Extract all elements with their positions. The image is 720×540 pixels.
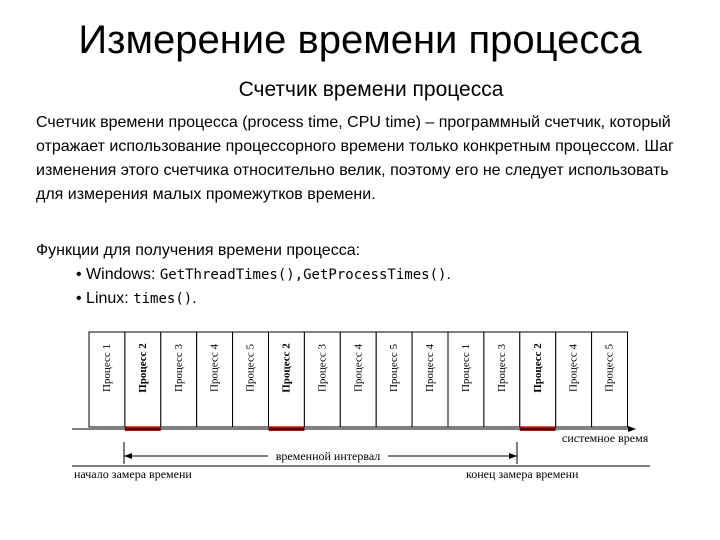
- interval-arrow-right: [509, 453, 517, 459]
- end-label: конец замера времени: [466, 467, 579, 481]
- process-slot: [233, 332, 269, 427]
- linux-label: Linux:: [86, 290, 134, 307]
- process-slot: [125, 332, 161, 429]
- start-label: начало замера времени: [74, 467, 192, 481]
- process-slot: [556, 332, 592, 427]
- linux-functions-item: [36, 287, 696, 311]
- windows-tail: .: [446, 266, 451, 283]
- process-slot-label: Процесс 4: [352, 343, 365, 393]
- functions-heading: Функции для получения времени процесса:: [36, 242, 361, 259]
- process-slot-label: Процесс 1: [459, 343, 472, 393]
- process-slot-label: Процесс 3: [495, 343, 508, 393]
- process-slot-label: Процесс 5: [388, 343, 401, 393]
- process-slot-label: Процесс 4: [567, 343, 580, 393]
- windows-label: Windows:: [86, 266, 160, 283]
- description-paragraph: Счетчик времени процесса (process time, CPU time) – программный счетчик, который отражает использование процессорного времени только конкретным процессом. Шаг изменения этого счетчика относительно велик, поэтому его не следует использовать для измерения малых промежутков времени.: [36, 114, 674, 203]
- process-slot-label: Процесс 3: [172, 343, 185, 393]
- process-slot-label: Процесс 1: [100, 343, 113, 393]
- process-slot-label: Процесс 5: [603, 343, 616, 393]
- slide-title: Измерение времени процесса: [78, 18, 642, 62]
- process-slot: [376, 332, 412, 427]
- process-slots: [89, 332, 628, 429]
- axis-label: системное время: [562, 431, 649, 445]
- linux-code: times(): [133, 291, 193, 307]
- process-slot-label: Процесс 2: [136, 343, 149, 393]
- process-slot: [592, 332, 628, 427]
- functions-block: [36, 239, 696, 311]
- process-slot: [89, 332, 125, 427]
- process-slot-label: Процесс 2: [280, 343, 293, 393]
- process-slot: [304, 332, 340, 427]
- linux-tail: .: [192, 290, 197, 307]
- interval-arrow-left: [124, 453, 132, 459]
- process-slot-label: Процесс 2: [531, 343, 544, 393]
- process-slot: [340, 332, 376, 427]
- process-slot-label: Процесс 4: [424, 343, 437, 393]
- process-slot: [448, 332, 484, 427]
- process-slot: [161, 332, 197, 427]
- interval-label: временной интервал: [275, 449, 381, 463]
- slide-subtitle: Счетчик времени процесса: [238, 78, 504, 101]
- process-slot: [484, 332, 520, 427]
- bullet: •: [76, 290, 87, 307]
- process-slot-label: Процесс 5: [244, 343, 257, 393]
- windows-code: GetThreadTimes(),GetProcessTimes(): [159, 267, 447, 283]
- bullet: •: [76, 266, 87, 283]
- process-slot: [269, 332, 305, 429]
- process-slot: [197, 332, 233, 427]
- process-slot-label: Процесс 3: [316, 343, 329, 393]
- time-slicing-diagram: [0, 326, 720, 540]
- process-slot-label: Процесс 4: [208, 343, 221, 393]
- windows-functions-item: [36, 263, 696, 287]
- process-slot: [412, 332, 448, 427]
- process-slot: [520, 332, 556, 429]
